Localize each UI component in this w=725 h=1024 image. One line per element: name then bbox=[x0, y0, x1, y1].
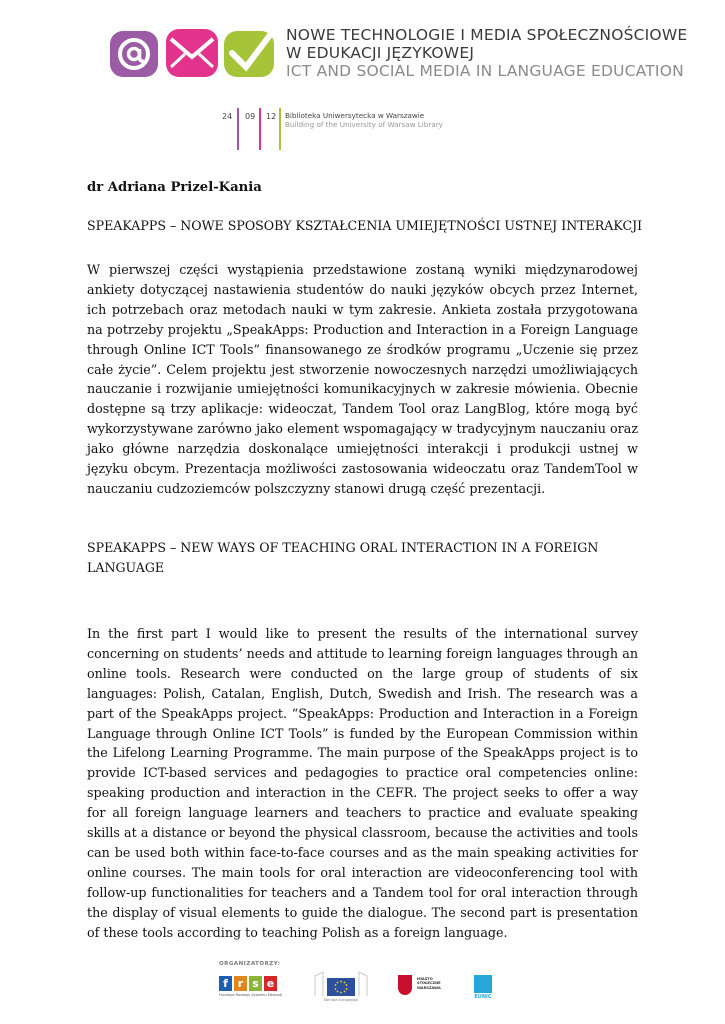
title-pl-line1: NOWE TECHNOLOGIE I MEDIA SPOŁECZNOŚCIOWE bbox=[286, 26, 688, 44]
date-divider bbox=[237, 108, 239, 150]
eunic-label: EUNIC bbox=[474, 994, 492, 1000]
title-pl-line2: W EDUKACJI JĘZYKOWEJ bbox=[286, 44, 475, 62]
at-sign-icon bbox=[110, 31, 158, 77]
checkmark-icon bbox=[224, 31, 274, 77]
city-line: WARSZAWA bbox=[417, 985, 441, 990]
date-divider bbox=[279, 108, 281, 150]
date-year: 12 bbox=[266, 112, 277, 121]
date-month: 09 bbox=[245, 112, 256, 121]
conference-logo bbox=[110, 27, 275, 79]
eu-flag-icon bbox=[327, 978, 355, 996]
venue-en: Building of the University of Warsaw Library bbox=[285, 120, 443, 129]
conference-title bbox=[286, 26, 687, 80]
organizers-label: ORGANIZATORZY: bbox=[219, 961, 281, 967]
frse-letter: f bbox=[219, 976, 232, 991]
warsaw-crest-icon bbox=[398, 975, 412, 995]
frse-caption: Fundacja Rozwoju Systemu Edukacji bbox=[219, 993, 283, 997]
venue bbox=[285, 111, 443, 129]
title-en: ICT AND SOCIAL MEDIA IN LANGUAGE EDUCATION bbox=[286, 62, 684, 80]
frse-letter: s bbox=[249, 976, 262, 991]
envelope-icon bbox=[166, 29, 218, 77]
european-commission-logo bbox=[313, 968, 369, 1004]
date-day: 24 bbox=[222, 112, 233, 121]
eunic-logo bbox=[472, 975, 494, 1000]
abstract-polish: W pierwszej części wystąpienia przedstawione zostaną wyniki międzynarodowej ankiety dotyczącej nastawienia studentów do nauki języków obcych przez Internet, ich potrzebach oraz metodach nauki w tym zakresie. Ankieta została przygotowana na potrzeby projektu „SpeakApps: Production and Interaction in a Foreign Language through Online ICT Tools” finansowanego ze środków programu „Uczenie się przez całe życie”. Celem projektu jest stworzenie nowoczesnych narzędzi umożliwiających nauczanie i rozwijanie umiejętności komunikacyjnych w zakresie mówienia. Obecnie dostępne są trzy aplikacje: wideoczat, Tandem Tool oraz LangBlog, które mogą być wykorzystywane zarówno jako element wspomagający w tradycyjnym nauczaniu oraz jako główne narzędzia doskonalące umiejętności interakcji i produkcji ustnej w języku obcym. Prezentacja możliwości zastosowania wideoczatu oraz TandemTool w nauczaniu cudzoziemców polszczyzny stanowi drugą część prezentacji. bbox=[87, 262, 638, 496]
city-name bbox=[417, 977, 441, 990]
frse-logo bbox=[219, 976, 282, 997]
title-polish: SPEAKAPPS – NOWE SPOSOBY KSZTAŁCENIA UMIEJĘTNOŚCI USTNEJ INTERAKCJI bbox=[87, 218, 643, 233]
frse-letter: r bbox=[234, 976, 247, 991]
date-divider bbox=[259, 108, 261, 150]
title-english: SPEAKAPPS – NEW WAYS OF TEACHING ORAL INTERACTION IN A FOREIGN LANGUAGE bbox=[87, 540, 599, 575]
city-line: MIASTO bbox=[417, 977, 433, 981]
venue-pl: Biblioteka Uniwersytecka w Warszawie bbox=[285, 111, 425, 120]
city-line: STOŁECZNE bbox=[417, 981, 441, 986]
abstract-english: In the first part I would like to present the results of the international survey concerning on students’ needs and attitude to learning foreign languages through an online tools. Research were conducted on the large group of students of six languages: Polish, Catalan, English, Dutch, Swedish and Irish. The research was a part of the SpeakApps project. “SpeakApps: Production and Interaction in a Foreign Language through Online ICT Tools” is funded by the European Commission within the Lifelong Learning Programme. The main purpose of the SpeakApps project is to provide ICT-based services and pedagogies to practice oral competencies online: speaking production and interaction in the CEFR. The project seeks to offer a way for all foreign language learners and teachers to practice and evaluate speaking skills at a distance or beyond the physical classroom, because the activities and tools can be used both within face-to-face courses and as the main speaking activities for online courses. The main tools for oral interaction are videoconferencing tool with follow-up functionalities for teachers and a Tandem tool for oral interaction through the display of visual elements to guide the dialogue. The second part is presentation of these tools according to teaching Polish as a foreign language. bbox=[87, 626, 638, 940]
eu-caption: Komisja Europejska bbox=[324, 998, 358, 1002]
eunic-icon bbox=[474, 975, 492, 993]
author-name: dr Adriana Prizel-Kania bbox=[87, 180, 262, 195]
frse-letter: e bbox=[264, 976, 277, 991]
